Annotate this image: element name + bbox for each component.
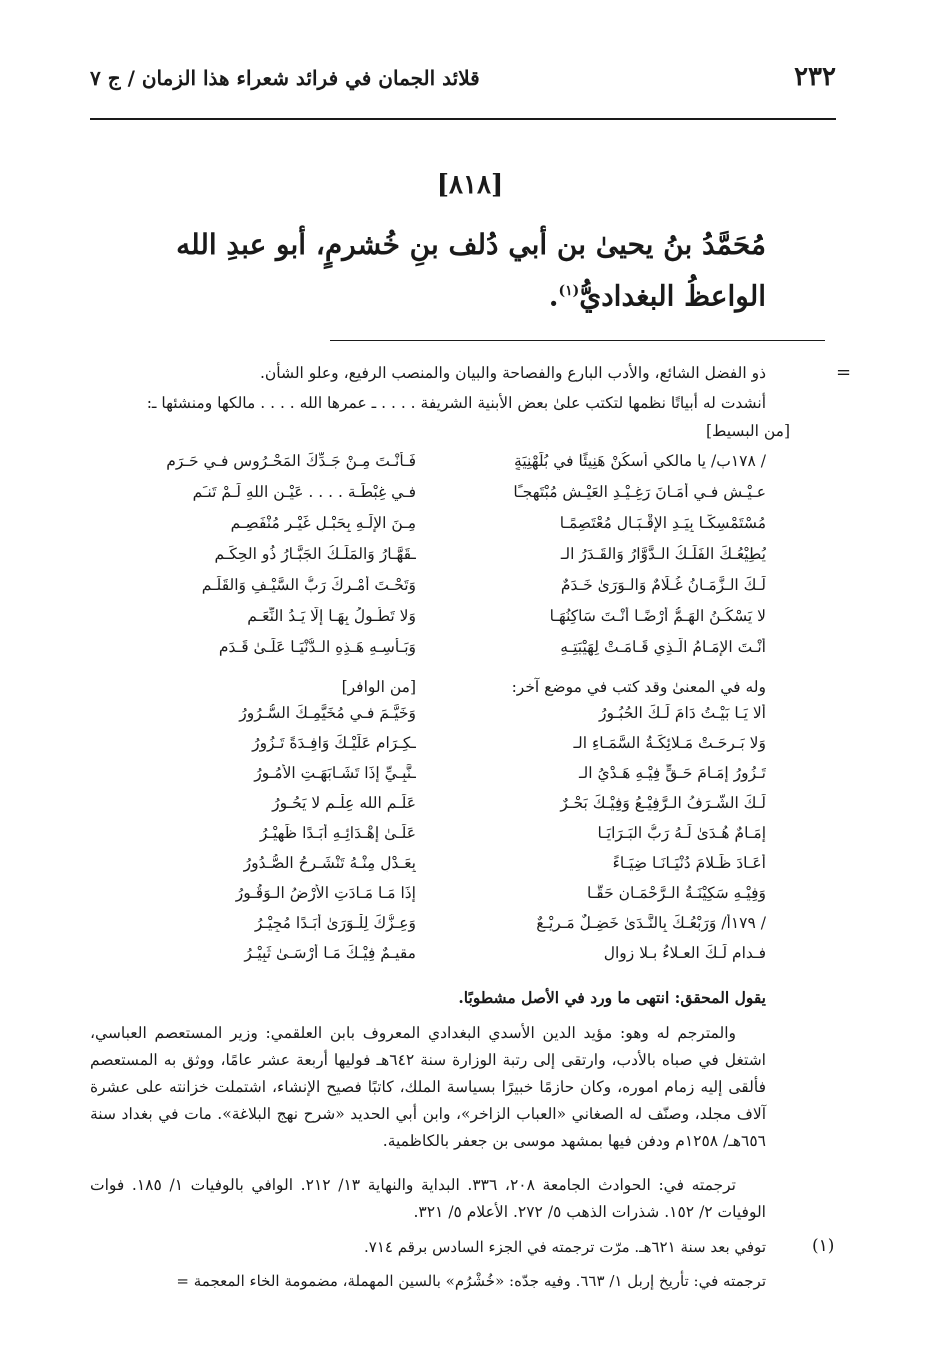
verse-first-hemistich: ألا يَـا بَيْـتُ دَامَ لَـكَ الحُبُـورُ — [599, 704, 766, 722]
sources-paragraph: ترجمته في: الحوادث الجامعة ٢٠٨، ٣٣٦. البداية والنهاية ١٣/ ٢١٢. الوافي بالوفيات ١/ ١٨٥. فوات الوفيات ٢/ ١٥٢. شذرات الذهب ٥/ ٢٧٢. الأعلام ٥/ ٣٢١. — [90, 1176, 766, 1221]
poem-verse — [90, 452, 766, 482]
meter-label-wafir: [من الوافر] — [341, 678, 416, 696]
header-divider — [90, 118, 836, 120]
verse-first-hemistich: لَـكَ الشَّـرَفُ الـرَّفِيْـعُ وَفِيْـكَ بَحْـرٌ — [560, 794, 766, 812]
verse-second-hemistich: وَبَـأْسِـهِ هَـذِهِ الـدُّنْيَـا عَلَـىٰ قَـدَمِ — [218, 638, 416, 656]
intro-paragraph-1: ذو الفضل الشائع، والأدب البارع والفصاحة والبيان والمنصب الرفيع، وعلو الشأن. — [259, 364, 766, 382]
biography-paragraph: والمترجم له وهو: مؤيد الدين الأسدي البغدادي المعروف بابن العلقمي: وزير المستعصم العباسي، اشتغل في صباه بالأدب، وارتقى إلى رتبة الوزارة سنة ٦٤٢هـ فوليها أربعة عشر عامًا، ووثق به المستعصم فألقى إليه زمام اموره، وكان حازمًا خبيرًا بسياسة الملك، كاتبًا فصيح الإنشاء، اشتملت خزانته على عشرة آلاف مجلد، وصنّف له الصغاني «العباب الزاخر»، وابن أبي الحديد «شرح نهج البلاغة». مات في بغداد سنة ٦٥٦هـ/ ١٢٥٨م ودفن فيها بمشهد موسى بن جعفر بالكاظمية. — [90, 1024, 766, 1150]
verse-second-hemistich: بِعَـدْلٍ مِنْـهُ تَنْشَـرِحُ الصُّـدُورُ — [243, 854, 416, 872]
verse-first-hemistich: وَفِيْـهِ سَكِيْنَـةُ الـرَّحْمَـانِ حَقًّـا — [587, 884, 766, 902]
verse-second-hemistich: ـكِـرَامِ عَلَيْـكَ وَافِـدَةً تَـزُورُ — [252, 734, 416, 752]
poem-verse — [90, 944, 766, 974]
verse-first-hemistich: لَـكَ الـزَّمَـانُ غُـلَامٌ وَالـوَرَىٰ خَـدَمٌ — [560, 576, 766, 594]
verse-first-hemistich: عـيْـشٍ فـي أمَـانَ رَغِـيْـدِ العَيْـشِ مُبْتَهِجـًا — [513, 483, 766, 501]
verse-first-hemistich: يُطِيْعُـكَ الفَلَـكُ الـدَّوَّارُ وَالقَـدَرُ الـ — [560, 545, 766, 563]
poem-verse — [90, 884, 766, 914]
verse-second-hemistich: إذَا مَـا مَـادَتِ الأرْضُ الـوَقُـورُ — [235, 884, 416, 902]
poem-verse — [90, 854, 766, 884]
verse-second-hemistich: وَعِـزُّكَ لِلْـوَرَىٰ أبَـدًا مُجِيْـرُ — [254, 914, 416, 932]
poem-verse — [90, 483, 766, 513]
poem-verse — [90, 514, 766, 544]
page-header — [90, 62, 836, 102]
footnote-ref[interactable]: (١) — [558, 283, 580, 299]
verse-first-hemistich: أنْـتَ الإمَـامُ الَّـذِي قَـامَـتْ لِهَيْبَتِـهِ — [560, 638, 766, 656]
verse-second-hemistich: وَتَحْـتَ أَمْـرِكَ رَبُّ السَّيْـفِ وَالقَلَـمِ — [201, 576, 416, 594]
title-divider — [330, 340, 825, 341]
verse-first-hemistich: أعَـادَ ظَـلامَ دُنْيَـانَـا ضِيَـاءً — [612, 854, 766, 872]
verse-second-hemistich: عَلَـىٰ إهْـدَائِـهِ أبَـدًا ظَهِيْـرُ — [259, 824, 416, 842]
verse-second-hemistich: وَخَيَّـمَ فـي مُخَيَّمِـكَ السُّـرُورُ — [239, 704, 416, 722]
verse-first-hemistich: وَلا بَـرِحَـتْ مَـلائِكَـةُ السَّمَـاءِ الـ — [573, 734, 766, 752]
verse-second-hemistich: ـنَّبِـيِّ إذَا تَشَـابَهَـتِ الأُمُـورُ — [254, 764, 416, 782]
poem-verse — [90, 734, 766, 764]
verse-first-hemistich: / ١٧٩أ/ وَرَبْعُـكَ بِالنَّـدَىٰ خَضِـلٌ مَـرِيْـعٌ — [536, 914, 766, 932]
poem-basit — [90, 452, 766, 672]
verse-second-hemistich: عَلَـمِ الله عِلْـم لا يَحُـورُ — [272, 794, 416, 812]
entry-title: مُحَمَّدُ بنُ يحيىٰ بن أبي دُلف بنِ خُشرمٍ، أبو عبدِ الله الواعظُ البغداديُّ$^{(١)}$. — [176, 228, 766, 313]
verse-second-hemistich: وَلا تَطُـولُ بِهَـا إلَّا يَـدُ النِّعَـمِ — [247, 607, 416, 625]
verse-second-hemistich: فَـأَنْـتَ مِـنْ جَـدِّكَ المَحْـرُوسِ فـي حَـرَمِ — [166, 452, 416, 470]
verse-first-hemistich: لا يَسْكُـنُ الهَـمُّ أرْضًـا أنْـتَ سَاكِنُهَـا — [549, 607, 766, 625]
poem-verse — [90, 607, 766, 637]
verse-first-hemistich: إمَـامٌ هُـدَىٰ لَـهُ رَبُّ البَـرَايَـا — [597, 824, 766, 842]
investigator-note: يقول المحقق: انتهى ما ورد في الأصل مشطوبًا. — [458, 988, 766, 1007]
poem-wafir — [90, 704, 766, 984]
poem-verse — [90, 638, 766, 668]
footnote-line-1: توفي بعد سنة ٦٢١هـ. مرّت ترجمته في الجزء السادس برقم ٧١٤. — [363, 1238, 766, 1256]
poem-verse — [90, 914, 766, 944]
poem-verse — [90, 764, 766, 794]
verse-second-hemistich: مِـنَ الإلَـهِ بِحَبْـلٍ غَيْـرِ مُنْفَصِـمِ — [230, 514, 416, 532]
intro-paragraph-2: أنشدت له أبياتًا نظمها لتكتب علىٰ بعض الأبنية الشريفة . . . . ـ عمرها الله . . . . مالكها ومنشئها ـ: — [146, 394, 766, 412]
verse-second-hemistich: ـقَهَّـارُ وَالمَلَـكُ الجَبَّـارُ ذُو الحِكَـمِ — [214, 545, 416, 563]
verse-first-hemistich: مُسْتَمْسِكًـا بِيَـدِ الإقْـبَـالِ مُعْتَصِمًـا — [559, 514, 766, 532]
verse-second-hemistich: مقيـمٌ فِيْـكَ مَـا أرْسَـىٰ ثَبِيْـرُ — [244, 944, 416, 962]
entry-number: [٨١٨] — [436, 170, 504, 200]
meter-label-basit: [من البسيط] — [705, 422, 790, 440]
poem-verse — [90, 704, 766, 734]
verse-second-hemistich: فـي غِبْطَـة . . . . عَيْـنِ اللهِ لَـمْ تَنـَمِ — [192, 483, 416, 501]
poem-wafir-intro-line — [90, 678, 766, 704]
continuation-mark: = — [836, 362, 852, 383]
verse-first-hemistich: فـدام لَـكَ العـلاءُ بـلا زوال — [603, 944, 766, 962]
poem-verse — [90, 545, 766, 575]
footnote-marker: (١) — [812, 1236, 835, 1256]
poem-2-intro: وله في المعنىٰ وقد كتب في موضع آخر: — [511, 678, 766, 696]
verse-first-hemistich: تَـزُورُ إمَـامَ حَـقٍّ فِيْـهِ هَـدْيُ الـ — [578, 764, 766, 782]
verse-first-hemistich: / ١٧٨ب/ يا مالكي اُسكُنْ هَنِيئًا في بُلَهْنِيَةٍ — [514, 452, 766, 470]
poem-verse — [90, 794, 766, 824]
page-number: ٢٣٢ — [794, 62, 836, 92]
entry-title-text: مُحَمَّدُ بنُ يحيىٰ بن أبي دُلف بنِ خُشرمٍ، أبو عبدِ الله الواعظُ البغداديُّ — [176, 228, 766, 313]
footnote-line-2: ترجمته في: تأريخ إربل ١/ ٦٦٣. وفيه جدّه: «خُشْرُم» بالسين المهملة، مضمومة الخاء المعجمة = — [176, 1272, 766, 1290]
poem-verse — [90, 824, 766, 854]
poem-verse — [90, 576, 766, 606]
running-title: قلائد الجمان في فرائد شعراء هذا الزمان / ج ٧ — [90, 66, 480, 90]
